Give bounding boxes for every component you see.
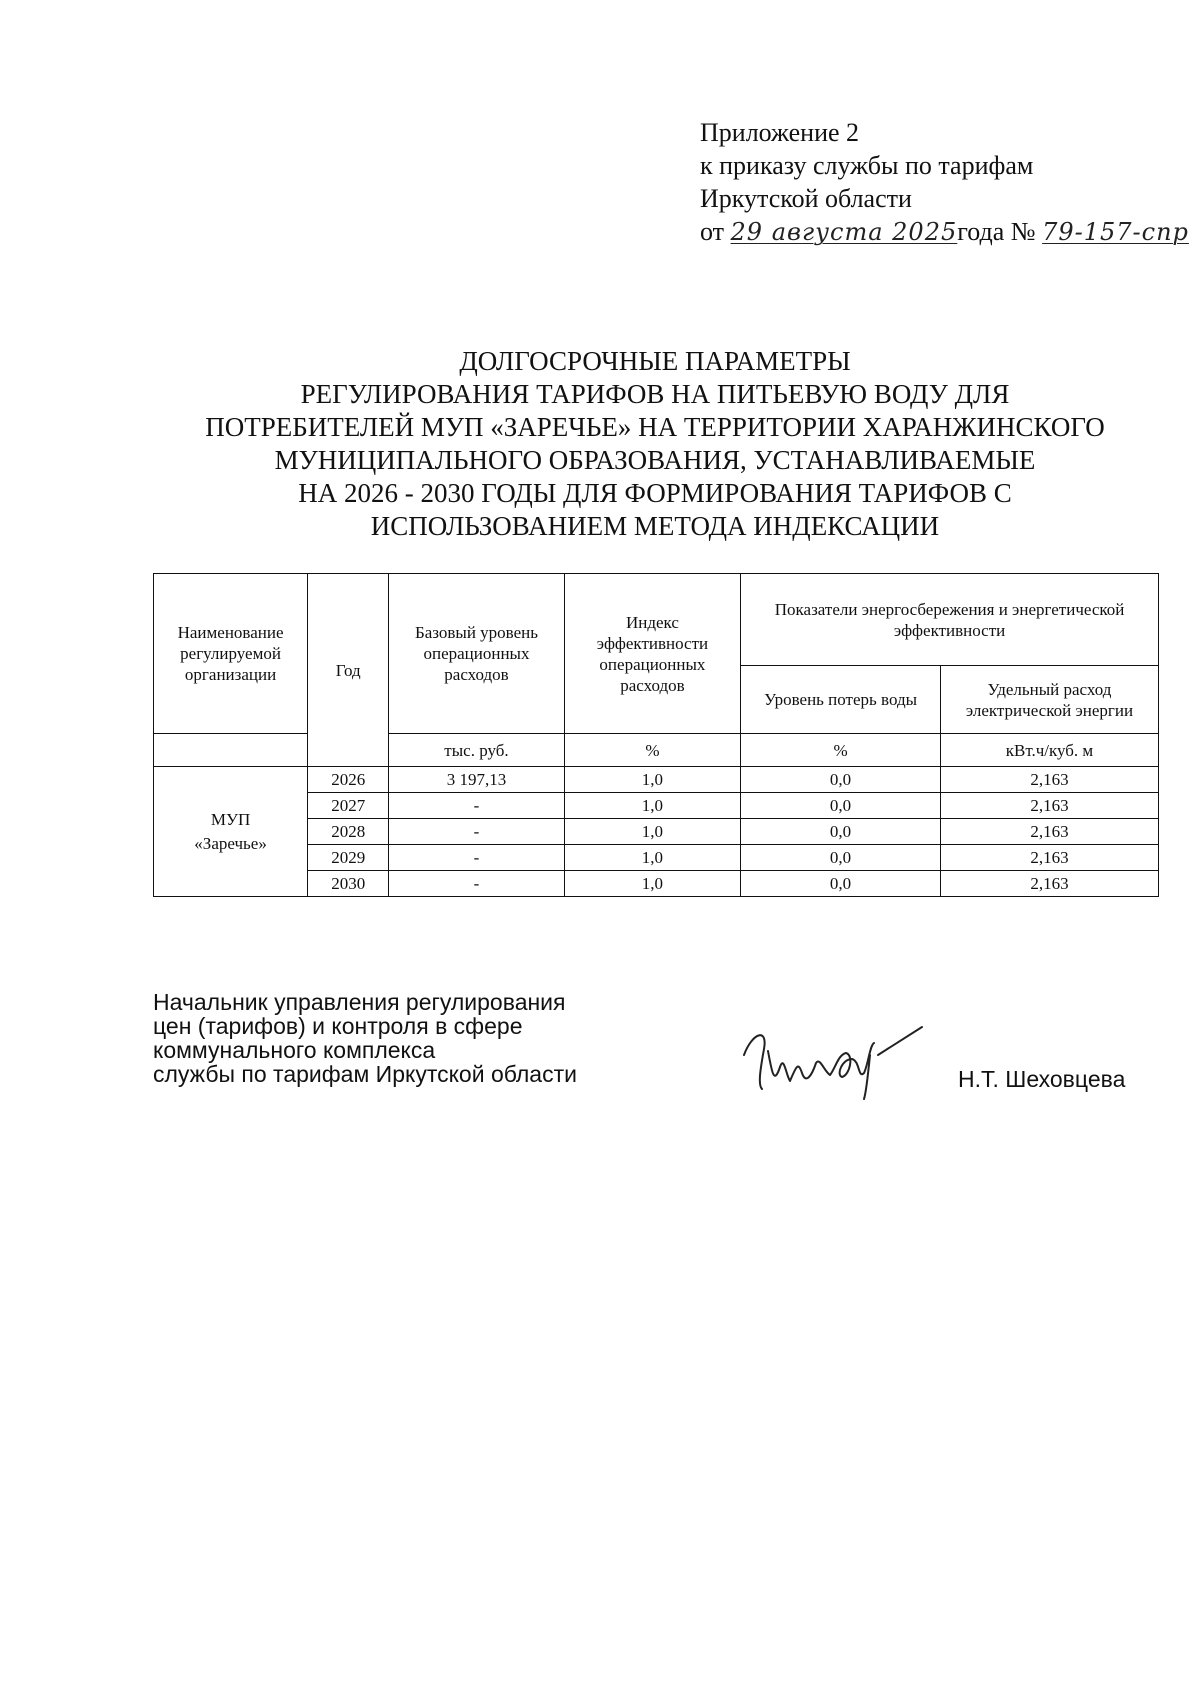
- cell-index: 1,0: [564, 871, 740, 897]
- handwritten-order-number: 79-157-спр: [1042, 218, 1189, 246]
- header-energy-group: Показатели энергосбережения и энергетической эффективности: [741, 574, 1159, 666]
- cell-year: 2026: [308, 767, 389, 793]
- handwritten-signature: [738, 1015, 938, 1100]
- title-line: ДОЛГОСРОЧНЫЕ ПАРАМЕТРЫ: [459, 346, 851, 376]
- cell-year: 2030: [308, 871, 389, 897]
- header-efficiency-index: Индекс эффективности операционных расходов: [564, 574, 740, 734]
- cell-base: -: [389, 871, 564, 897]
- org-name-line: «Заречье»: [194, 833, 267, 853]
- appendix-title: Приложение 2: [700, 118, 860, 147]
- handwritten-date: 29 августа 2025: [730, 218, 958, 246]
- position-line: коммунального комплекса: [153, 1037, 436, 1063]
- parameters-table: [153, 573, 1159, 897]
- cell-base: -: [389, 793, 564, 819]
- cell-electricity: 2,163: [940, 819, 1158, 845]
- position-line: службы по тарифам Иркутской области: [153, 1061, 577, 1087]
- cell-index: 1,0: [564, 767, 740, 793]
- header-org: Наименование регулируемой организации: [154, 574, 308, 734]
- appendix-header: [700, 116, 1189, 249]
- unit-electricity: кВт.ч/куб. м: [940, 734, 1158, 767]
- appendix-date-number: [700, 215, 1189, 249]
- document-title: [150, 345, 1160, 543]
- cell-electricity: 2,163: [940, 845, 1158, 871]
- units-org-empty: [154, 734, 308, 767]
- header-year: Год: [308, 574, 389, 767]
- org-name-line: МУП: [210, 809, 251, 829]
- date-prefix: от: [700, 217, 725, 246]
- cell-electricity: 2,163: [940, 767, 1158, 793]
- cell-losses: 0,0: [741, 767, 941, 793]
- position-line: Начальник управления регулирования: [153, 989, 566, 1015]
- cell-index: 1,0: [564, 819, 740, 845]
- number-prefix: года №: [957, 217, 1036, 246]
- header-base-expenses: Базовый уровень операционных расходов: [389, 574, 564, 734]
- title-line: НА 2026 - 2030 ГОДЫ ДЛЯ ФОРМИРОВАНИЯ ТАРИФОВ С: [298, 478, 1012, 508]
- signatory-position: [153, 990, 577, 1086]
- cell-base: -: [389, 845, 564, 871]
- unit-base: тыс. руб.: [389, 734, 564, 767]
- cell-base: 3 197,13: [389, 767, 564, 793]
- title-line: ИСПОЛЬЗОВАНИЕМ МЕТОДА ИНДЕКСАЦИИ: [370, 511, 940, 541]
- unit-index: %: [564, 734, 740, 767]
- cell-losses: 0,0: [741, 871, 941, 897]
- title-line: МУНИЦИПАЛЬНОГО ОБРАЗОВАНИЯ, УСТАНАВЛИВАЕМЫЕ: [274, 445, 1036, 475]
- cell-year: 2027: [308, 793, 389, 819]
- cell-year: 2029: [308, 845, 389, 871]
- appendix-order-ref: к приказу службы по тарифам: [700, 151, 1034, 180]
- cell-index: 1,0: [564, 793, 740, 819]
- cell-electricity: 2,163: [940, 871, 1158, 897]
- cell-losses: 0,0: [741, 845, 941, 871]
- org-name-cell: [154, 767, 308, 897]
- signer-name: Н.Т. Шеховцева: [958, 1066, 1126, 1092]
- unit-losses: %: [741, 734, 941, 767]
- title-line: РЕГУЛИРОВАНИЯ ТАРИФОВ НА ПИТЬЕВУЮ ВОДУ ДЛЯ: [300, 379, 1010, 409]
- cell-losses: 0,0: [741, 793, 941, 819]
- cell-electricity: 2,163: [940, 793, 1158, 819]
- table-row: [154, 767, 1159, 793]
- cell-base: -: [389, 819, 564, 845]
- cell-losses: 0,0: [741, 819, 941, 845]
- title-line: ПОТРЕБИТЕЛЕЙ МУП «ЗАРЕЧЬЕ» НА ТЕРРИТОРИИ ХАРАНЖИНСКОГО: [205, 412, 1105, 442]
- cell-year: 2028: [308, 819, 389, 845]
- appendix-region: Иркутской области: [700, 184, 912, 213]
- cell-index: 1,0: [564, 845, 740, 871]
- header-water-losses: Уровень потерь воды: [741, 666, 941, 734]
- header-electricity-consumption: Удельный расход электрической энергии: [940, 666, 1158, 734]
- position-line: цен (тарифов) и контроля в сфере: [153, 1013, 523, 1039]
